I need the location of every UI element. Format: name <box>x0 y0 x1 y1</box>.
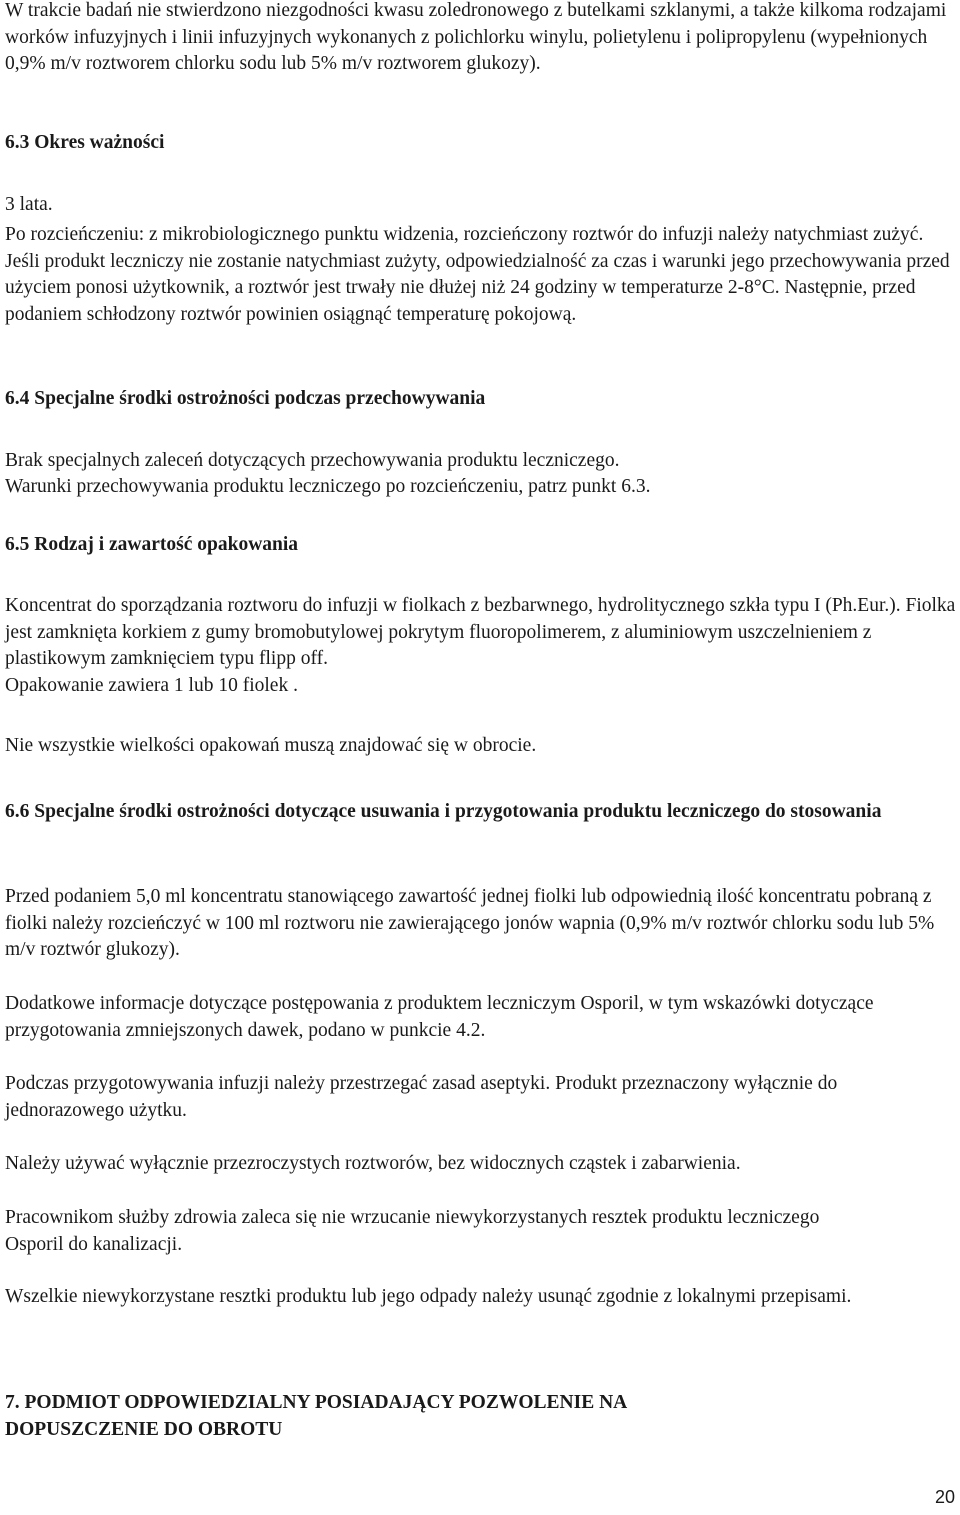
section-6-6-heading: 6.6 Specjalne środki ostrożności dotyczące usuwania i przygotowania produktu leczniczego do stosowania <box>5 801 882 822</box>
preparation-paragraph-5: Pracownikom służby zdrowia zaleca się nie wrzucanie niewykorzystanych resztek produktu leczniczego Osporil do kanalizacji. <box>5 1207 820 1255</box>
container-paragraph-2: Opakowanie zawiera 1 lub 10 fiolek . <box>5 675 298 696</box>
section-6-4-heading: 6.4 Specjalne środki ostrożności podczas przechowywania <box>5 388 486 409</box>
preparation-paragraph-6: Wszelkie niewykorzystane resztki produktu lub jego odpady należy usunąć zgodnie z lokalnymi przepisami. <box>5 1286 852 1307</box>
storage-paragraph-2: Warunki przechowywania produktu leczniczego po rozcieńczeniu, patrz punkt 6.3. <box>5 476 651 497</box>
container-paragraph-3: Nie wszystkie wielkości opakowań muszą znajdować się w obrocie. <box>5 735 537 756</box>
section-6-5-heading: 6.5 Rodzaj i zawartość opakowania <box>5 534 299 555</box>
preparation-paragraph-1: Przed podaniem 5,0 ml koncentratu stanowiącego zawartość jednej fiolki lub odpowiednią ilość koncentratu pobraną z fiolki należy rozcieńczyć w 100 ml roztworu nie zawierającego jonów wapnia (0,9% m/v roztwór chlorku sodu lub 5% m/v roztwór glukozy). <box>5 886 935 960</box>
section-6-3-heading: 6.3 Okres ważności <box>5 132 165 153</box>
preparation-paragraph-4: Należy używać wyłącznie przezroczystych roztworów, bez widocznych cząstek i zabarwienia. <box>5 1153 741 1174</box>
page-number: 20 <box>934 1486 955 1507</box>
container-paragraph-1: Koncentrat do sporządzania roztworu do infuzji w fiolkach z bezbarwnego, hydrolitycznego szkła typu I (Ph.Eur.). Fiolka jest zamknięta korkiem z gumy bromobutylowej pokrytym fluoropolimerem, z aluminiowym uszczelnieniem z plastikowym zamknięciem typu flipp off. <box>5 595 956 669</box>
section-7-heading: 7. PODMIOT ODPOWIEDZIALNY POSIADAJĄCY POZWOLENIE NA DOPUSZCZENIE DO OBROTU <box>5 1392 627 1440</box>
compatibility-paragraph: W trakcie badań nie stwierdzono niezgodności kwasu zoledronowego z butelkami szklanymi, a także kilkoma rodzajami worków infuzyjnych i linii infuzyjnych wykonanych z polichlorku winylu, polietylenu i polipropylenu (wypełnionych 0,9% m/v roztworem chlorku sodu lub 5% m/v roztworem glukozy). <box>5 0 947 74</box>
storage-paragraph-1: Brak specjalnych zaleceń dotyczących przechowywania produktu leczniczego. <box>5 450 620 471</box>
after-dilution-paragraph: Po rozcieńczeniu: z mikrobiologicznego punktu widzenia, rozcieńczony roztwór do infuzji należy natychmiast zużyć. Jeśli produkt leczniczy nie zostanie natychmiast zużyty, odpowiedzialność za czas i warunki jego przechowywania przed użyciem ponosi użytkownik, a roztwór jest trwały nie dłużej niż 24 godziny w temperaturze 2-8°C. Następnie, przed podaniem schłodzony roztwór powinien osiągnąć temperaturę pokojową. <box>5 224 950 325</box>
preparation-paragraph-3: Podczas przygotowywania infuzji należy przestrzegać zasad aseptyki. Produkt przeznaczony wyłącznie do jednorazowego użytku. <box>5 1073 838 1121</box>
shelf-life-paragraph: 3 lata. <box>5 194 53 215</box>
preparation-paragraph-2: Dodatkowe informacje dotyczące postępowania z produktem leczniczym Osporil, w tym wskazówki dotyczące przygotowania zmniejszonych dawek, podano w punkcie 4.2. <box>5 993 874 1041</box>
